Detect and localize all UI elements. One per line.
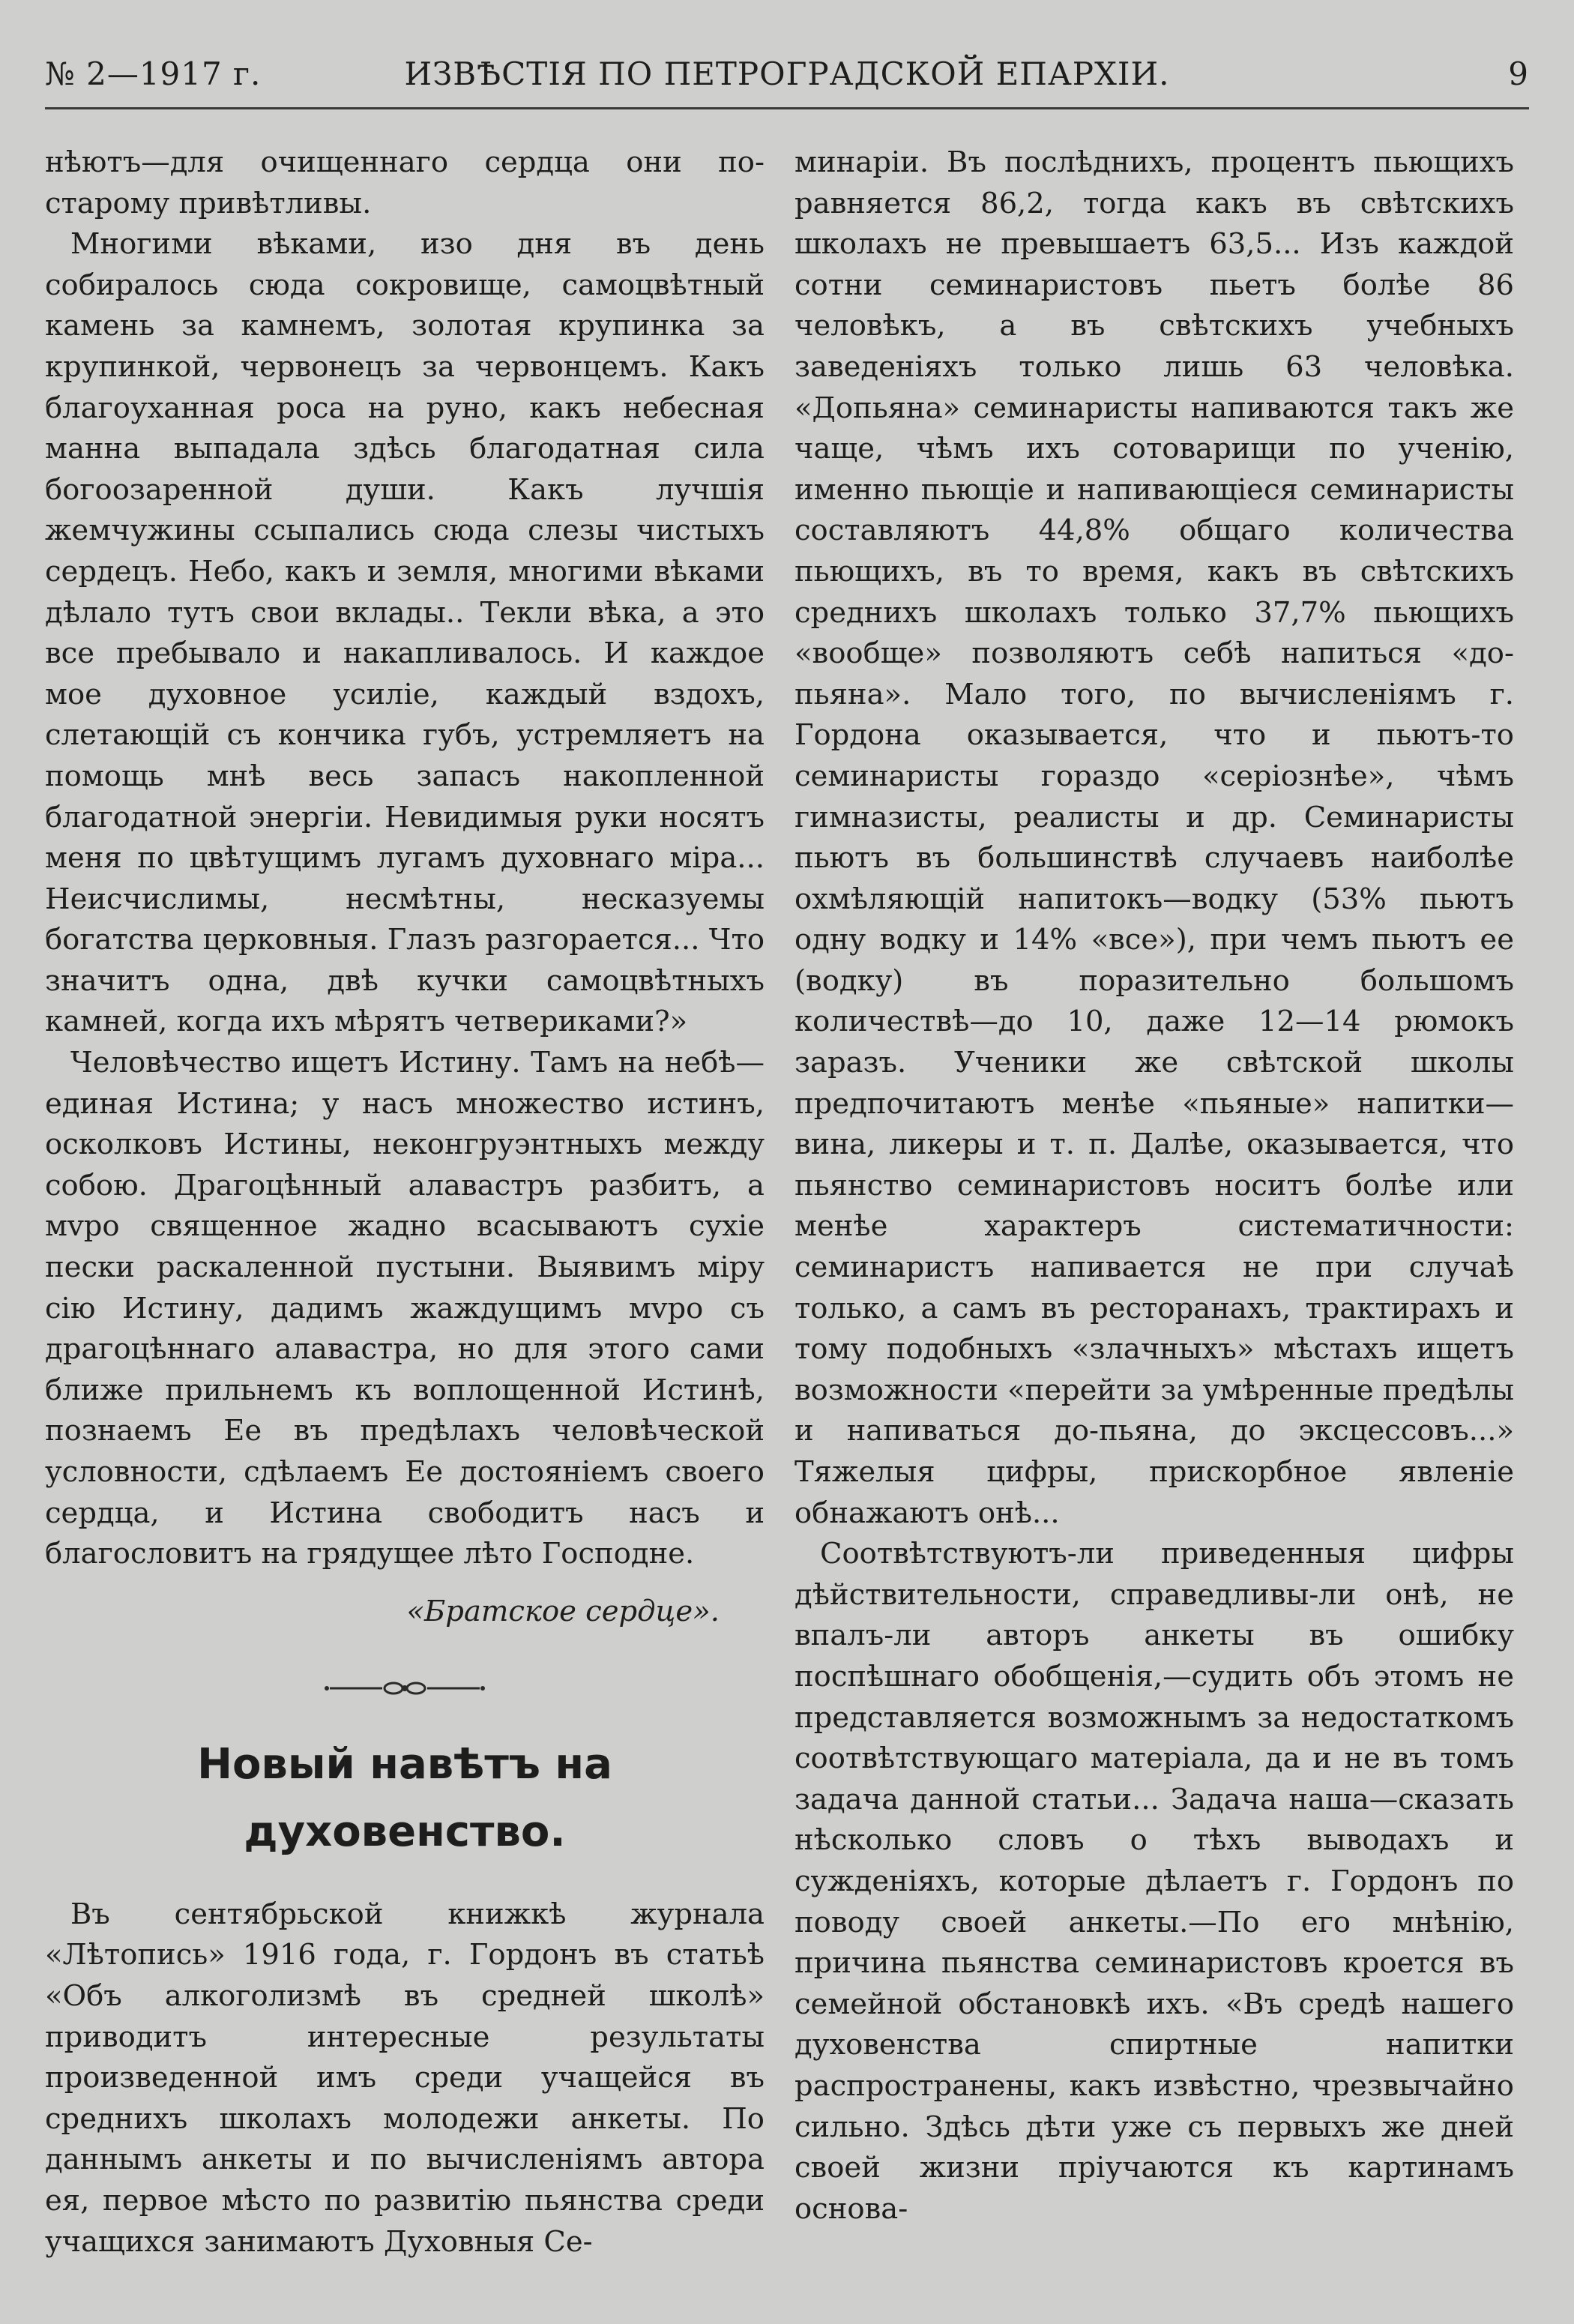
paragraph: нѣютъ—для очищеннаго сердца они по-старому привѣтливы. [45,145,765,220]
source-attribution: «Братское сердце». [406,1594,720,1628]
paragraph: минаріи. Въ послѣднихъ, процентъ пьющихъ равняется 86,2, тогда какъ въ свѣтскихъ школахъ не превышаетъ 63,5... Изъ каждой сотни семинаристовъ пьетъ болѣе 86 человѣкъ, а въ свѣтскихъ учебныхъ заведеніяхъ только лишь 63 человѣка. «Допьяна» семинаристы напиваются такъ же чаще, чѣмъ ихъ сотоварищи по ученію, именно пьющіе и напивающіеся семинаристы составляютъ 44,8% общаго количества пьющихъ, въ то время, какъ въ свѣтскихъ среднихъ школахъ только 37,7% пьющихъ «вообще» позволяютъ себѣ напиться «до-пьяна». Мало того, по вычисленіямъ г. Гордона оказывается, что и пьютъ-то семинаристы гораздо «серіознѣе», чѣмъ гимназисты, реалисты и др. Семинаристы пьютъ въ большинствѣ случаевъ наиболѣе охмѣляющій напитокъ—водку (53% пьютъ одну водку и 14% «все»), при чемъ пьютъ ее (водку) въ поразительно большомъ количествѣ—до 10, даже 12—14 рюмокъ заразъ. Ученики же свѣтской школы предпочитаютъ менѣе «пьяные» напитки—вина, ликеры и т. п. Далѣе, оказывается, что пьянство семинаристовъ носитъ болѣе или менѣе характеръ систематичности: семинаристъ напивается не при случаѣ только, а самъ въ ресторанахъ, трактирахъ и тому подобныхъ «злачныхъ» мѣстахъ ищетъ возможности «перейти за умѣренные предѣлы и напиваться до-пьяна, до эксцессовъ...» Тяжелыя цифры, прискорбное явленіе обнажаютъ онѣ... [794,145,1514,1530]
paragraph: Многими вѣками, изо дня въ день собиралось сюда сокровище, самоцвѣтный камень за камнемъ, золотая крупинка за крупинкой, червонецъ за червонцемъ. Какъ благоуханная роса на руно, какъ небесная манна выпадала здѣсь благодатная сила богоозаренной души. Какъ лучшія жемчужины ссыпались сюда слезы чистыхъ сердецъ. Небо, какъ и земля, многими вѣками дѣлало тутъ свои вклады.. Текли вѣка, а это все пребывало и накапливалось. И каждое мое духовное усиліе, каждый вздохъ, слетающій съ кончика губъ, устремляетъ на помощь мнѣ весь запасъ накопленной благодатной энергіи. Невидимыя руки носятъ меня по цвѣтущимъ лугамъ духовнаго міра... Неисчислимы, несмѣтны, несказуемы богатства церковныя. Глазъ разгорается... Что значитъ одна, двѣ кучки самоцвѣтныхъ камней, когда ихъ мѣрятъ четвериками?» [45,227,765,1039]
right-column [794,142,1514,2230]
paragraph: Соотвѣтствуютъ-ли приведенныя цифры дѣйствительности, справедливы-ли онѣ, не впалъ-ли авторъ анкеты въ ошибку поспѣшнаго обобщенія,—судить объ этомъ не представляется возможнымъ за недостаткомъ соотвѣтствующаго матеріала, да и не въ томъ задача данной статьи... Задача наша—сказать нѣсколько словъ о тѣхъ выводахъ и сужденіяхъ, которые дѣлаетъ г. Гордонъ по поводу своей анкеты.—По его мнѣнію, причина пьянства семинаристовъ кроется въ семейной обстановкѣ ихъ. «Въ средѣ нашего духовенства спиртные напитки распространены, какъ извѣстно, чрезвычайно сильно. Здѣсь дѣти уже съ первыхъ же дней своей жизни пріучаются къ картинамъ основа- [794,1537,1514,2226]
left-column [45,142,765,2263]
article-title: Новый навѣтъ на духовенство. [197,1739,612,1856]
page-number: 9 [1508,55,1529,92]
journal-title: ИЗВѢСТІЯ ПО ПЕТРОГРАДСКОЙ ЕПАРХІИ. [404,55,1170,92]
paragraph: Человѣчество ищетъ Истину. Тамъ на небѣ—единая Истина; у насъ множество истинъ, осколковъ Истины, неконгруэнтныхъ между собою. Драгоцѣнный алавастръ разбитъ, а мvро священное жадно всасываютъ сухіе пески раскаленной пустыни. Выявимъ міру сію Истину, дадимъ жаждущимъ мvро съ драгоцѣннаго алавастра, но для этого сами ближе прильнемъ къ воплощенной Истинѣ, познаемъ Ее въ предѣлахъ человѣческой условности, сдѣлаемъ Ее достояніемъ своего сердца, и Истина свободитъ насъ и благословитъ на грядущее лѣто Господне. [45,1046,765,1571]
running-header [45,45,1529,105]
ornament-divider-icon [322,1677,487,1700]
header-rule [45,107,1529,109]
paragraph: Въ сентябрьской книжкѣ журнала «Лѣтопись» 1916 года, г. Гордонъ въ статьѣ «Объ алкоголизмѣ въ средней школѣ» приводитъ интересные результаты произведенной имъ среди учащейся въ среднихъ школахъ молодежи анкеты. По даннымъ анкеты и по вычисленіямъ автора ея, первое мѣсто по развитію пьянства среди учащихся занимаютъ Духовныя Се- [45,1897,765,2259]
issue-label: № 2—1917 г. [45,55,262,92]
